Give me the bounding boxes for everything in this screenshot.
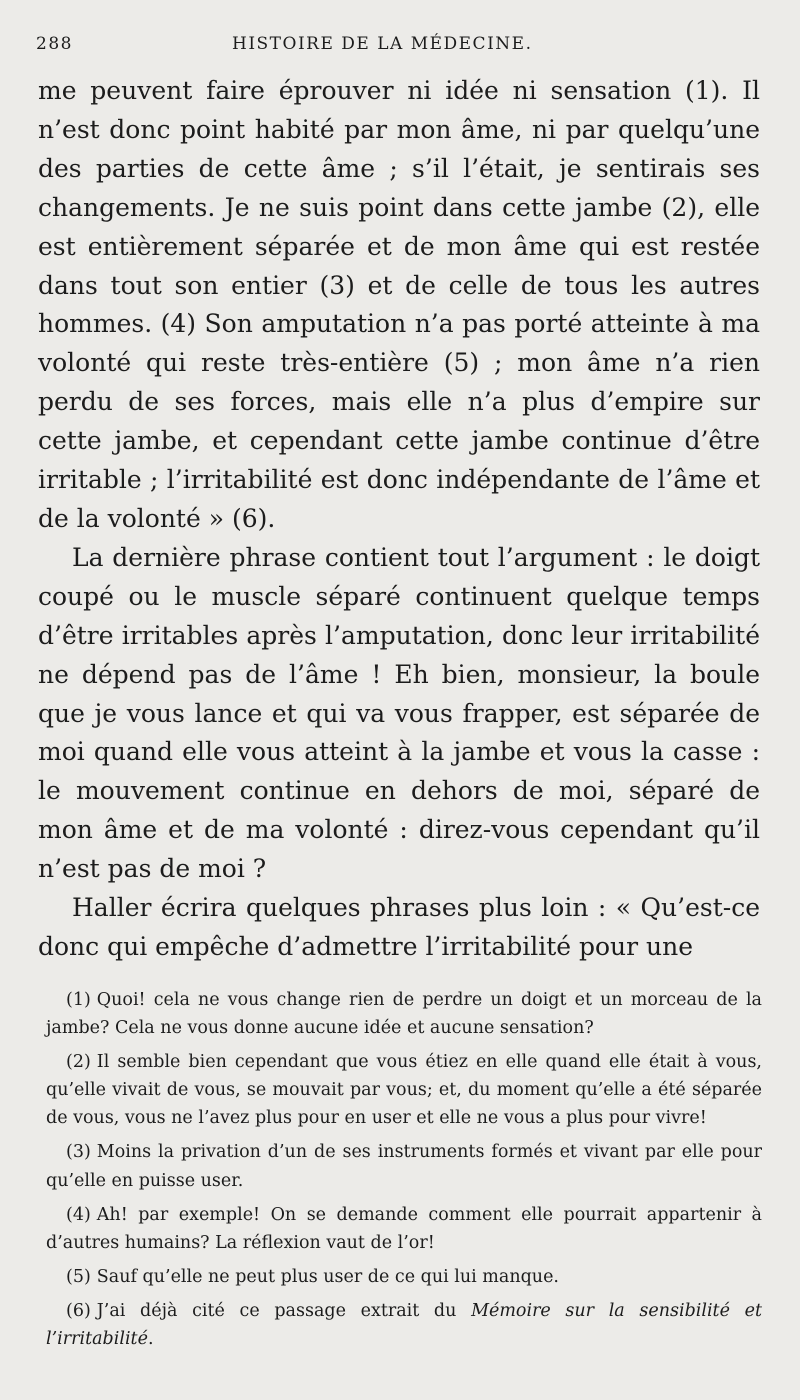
footnote-text: Il semble bien cependant que vous étiez en elle quand elle était à vous, qu’elle vivait de vous, se mouvait par vous; et, du moment qu’elle a été séparée de vous, vous ne l’avez plus pour en user et elle ne vous a plus pour vivre! bbox=[46, 1052, 762, 1129]
footnote-marker: (6) bbox=[66, 1300, 91, 1321]
footnote-text: Moins la privation d’un de ses instruments formés et vivant par elle pour qu’elle en puisse user. bbox=[46, 1142, 762, 1191]
main-text bbox=[38, 72, 760, 967]
paragraph-continuation: me peuvent faire éprouver ni idée ni sensation (1). Il n’est donc point habité par mon âme, ni par quelqu’une des parties de cette âme ; s’il l’était, je sentirais ses changements. Je ne suis point dans cette jambe (2), elle est entièrement séparée et de mon âme qui est restée dans tout son entier (3) et de celle de tous les autres hommes. (4) Son amputation n’a pas porté atteinte à ma volonté qui reste très-entière (5) ; mon âme n’a rien perdu de ses forces, mais elle n’a plus d’empire sur cette jambe, et cependant cette jambe continue d’être irritable ; l’irritabilité est donc indépendante de l’âme et de la volonté » (6). bbox=[38, 76, 760, 533]
footnote-marker: (2) bbox=[66, 1052, 91, 1073]
footnote-marker: (5) bbox=[66, 1266, 91, 1287]
running-title: HISTOIRE DE LA MÉDECINE. bbox=[232, 34, 533, 54]
footnote-end: . bbox=[147, 1329, 154, 1350]
footnote-4 bbox=[46, 1201, 762, 1257]
footnote-text: J’ai déjà cité ce passage extrait du bbox=[96, 1300, 472, 1321]
footnote-marker: (1) bbox=[66, 990, 91, 1010]
footnote-3 bbox=[46, 1138, 762, 1194]
page-header bbox=[36, 34, 760, 60]
footnote-marker: (3) bbox=[66, 1142, 91, 1163]
memoir-title: Mémoire sur la sensibilité et l’irritabilité bbox=[46, 1300, 762, 1350]
paragraph-argument: La dernière phrase contient tout l’argument : le doigt coupé ou le muscle séparé continuent quelque temps d’être irritables après l’amputation, donc leur irritabilité ne dépend pas de l’âme ! Eh bien, monsieur, la boule que je vous lance et qui va vous frapper, est séparée de moi quand elle vous atteint à la jambe et vous la casse : le mouvement continue en dehors de moi, séparé de mon âme et de ma volonté : direz-vous cependant qu’il n’est pas de moi ? bbox=[38, 542, 760, 884]
footnote-2 bbox=[46, 1048, 762, 1132]
paragraph-haller: Haller écrira quelques phrases plus loin : « Qu’est-ce donc qui empêche d’admettre l’irritabilité pour une bbox=[38, 893, 760, 961]
footnote-5 bbox=[46, 1263, 762, 1291]
footnote-text: Ah! par exemple! On se demande comment elle pourrait appartenir à d’autres humains? La réflexion vaut de l’or! bbox=[46, 1204, 762, 1253]
footnote-text: Sauf qu’elle ne peut plus user de ce qui lui manque. bbox=[96, 1266, 559, 1287]
footnote-text: Quoi! cela ne vous change rien de perdre un doigt et un morceau de la jambe? Cela ne vous donne aucune idée et aucune sensation? bbox=[46, 990, 762, 1039]
footnote-marker: (4) bbox=[66, 1204, 91, 1225]
footnote-6 bbox=[46, 1297, 762, 1353]
footnote-1 bbox=[46, 986, 762, 1042]
page-number: 288 bbox=[36, 34, 73, 54]
footnotes bbox=[46, 986, 762, 1359]
